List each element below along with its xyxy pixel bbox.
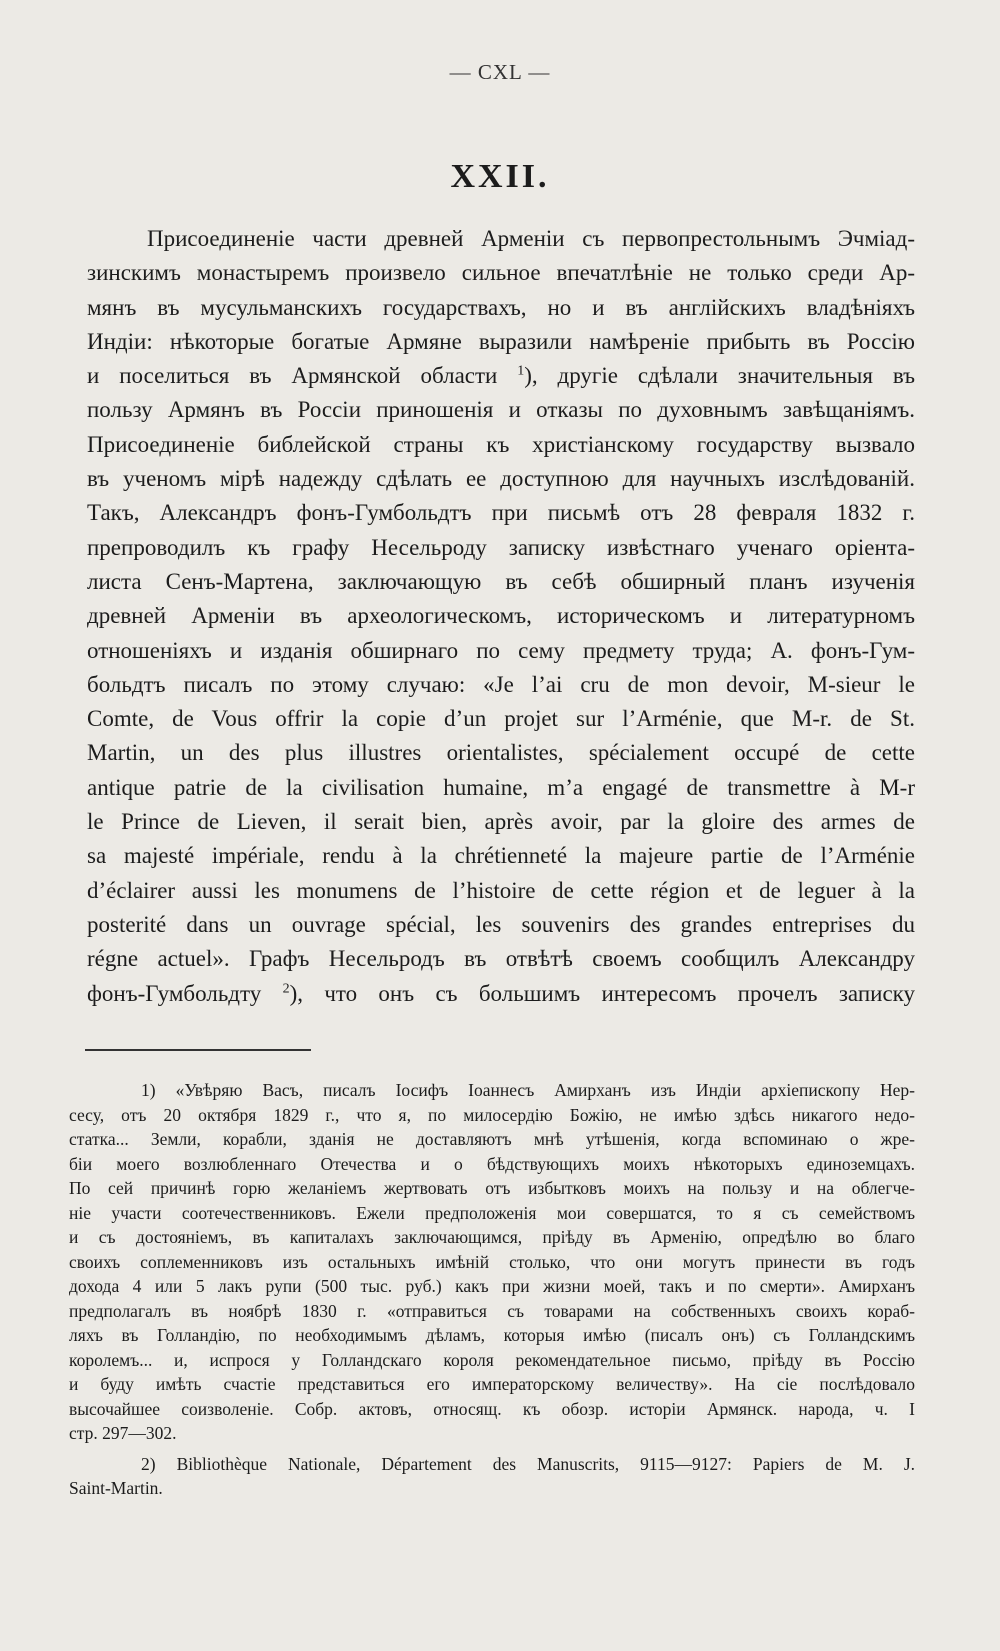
text-segment: и поселиться въ Армянской области	[87, 363, 498, 389]
footnote-line: нiе участи соотечественниковъ. Ежели предположенiя мои совершатся, то я съ семействомъ	[69, 1202, 915, 1223]
footnote-line: ляхъ въ Голландiю, по необходимымъ дѣламъ, которыя имѣю (писалъ онъ) съ Голландскимъ	[69, 1325, 915, 1345]
text-segment: ), другiе сдѣлали значительныя въ	[524, 363, 916, 389]
footnote-line: королемъ... и, испрося у Голландскаго короля рекомендательное письмо, прiѣду въ Россiю	[69, 1349, 915, 1370]
text-line: Такъ, Александръ фонъ-Гумбольдтъ при письмѣ отъ 28 февраля 1832 г.	[87, 500, 915, 526]
footnote-line: статка... Земли, корабли, зданiя не доставляютъ мнѣ утѣшенiя, когда вспоминаю о жре-	[69, 1129, 915, 1149]
text-segment: что онъ съ большимъ интересомъ прочелъ записку	[324, 980, 916, 1006]
text-line: въ ученомъ мiрѣ надежду сдѣлать ее доступною для научныхъ изслѣдованiй.	[87, 466, 915, 492]
text-line: le Prince de Lieven, il serait bien, après avoir, par la gloire des armes de	[87, 809, 915, 835]
text-line: Индiи: нѣкоторые богатые Армяне выразили намѣренiе прибыть въ Россiю	[87, 328, 915, 354]
text-line: antique patrie de la civilisation humaine, m’a engagé de transmettre à M-r	[87, 774, 915, 800]
text-line: Присоединенiе части древней Арменiи съ первопрестольнымъ Эчмiад-	[147, 226, 915, 251]
text-line: препроводилъ къ графу Несельроду записку извѣстнаго ученаго орiента-	[87, 534, 915, 560]
main-text	[87, 222, 915, 1011]
text-line: sa majesté impériale, rendu à la chrétienneté la majeure partie de l’Arménie	[87, 843, 915, 869]
text-line: d’éclairer aussi les monumens de l’histoire de cette région et de leguer à la	[87, 877, 915, 903]
text-line: posterité dans un ouvrage spécial, les souvenirs des grandes entreprises du	[87, 911, 915, 937]
footnote-line: сесу, отъ 20 октября 1829 г., что я, по милосердiю Божiю, не имѣю здѣсь никагого недо-	[69, 1104, 915, 1125]
footnote-ref-1[interactable]: 1	[517, 363, 525, 379]
footnote-line: 2) Bibliothèque Nationale, Département des Manuscrits, 9115—9127: Papiers de M. J.	[141, 1453, 915, 1474]
footnote-line: своихъ соплеменниковъ изъ остальныхъ имѣнiй столько, что они могутъ принести въ годъ	[69, 1251, 915, 1272]
text-line: пользу Армянъ въ Россiи приношенiя и отказы по духовнымъ завѣщанiямъ.	[87, 397, 915, 423]
footnote-line: и буду имѣть счастiе представиться его императорскому величеству». На сiе послѣдовало	[69, 1374, 915, 1394]
text-line: мянъ въ мусульманскихъ государствахъ, но и въ англiйскихъ владѣнiяхъ	[87, 294, 915, 320]
text-line: зинскимъ монастыремъ произвело сильное впечатлѣнiе не только среди Ар-	[87, 260, 915, 286]
chapter-number: XXII.	[450, 158, 550, 195]
running-head: — CXL —	[449, 60, 551, 84]
text-line: отношенiяхъ и изданiя обширнаго по сему предмету труда; А. фонъ-Гум-	[87, 637, 915, 663]
text-line: Присоединенiе библейской страны къ христiанскому государству вызвало	[87, 431, 915, 457]
text-line: régne actuel». Графъ Несельродъ въ отвѣтѣ своемъ сообщилъ Александру	[87, 946, 915, 972]
text-line: больдтъ писалъ по этому случаю: «Je l’ai cru de mon devoir, M-sieur le	[87, 671, 915, 697]
text-line: Comte, de Vous offrir la copie d’un projet sur l’Arménie, que M-r. de St.	[87, 706, 915, 732]
footnote-line: бiи моего возлюбленнаго Отечества и о бѣдствующихъ моихъ нѣкоторыхъ единоземцахъ.	[69, 1153, 915, 1174]
footnote-line: высочайшее соизволенiе. Собр. актовъ, относящ. къ обозр. исторiи Армянск. народа, ч. I	[69, 1398, 915, 1419]
text-line-with-ref	[87, 977, 915, 1011]
text-segment: ),	[289, 980, 303, 1006]
text-segment: фонъ-Гумбольдту	[87, 980, 262, 1006]
footnotes	[69, 1078, 915, 1501]
text-line: древней Арменiи въ археологическомъ, историческомъ и литературномъ	[87, 603, 915, 629]
text-line: листа Сенъ-Мартена, заключающую въ себѣ обширный планъ изученiя	[87, 568, 915, 594]
footnote-ref-2[interactable]: 2	[282, 980, 290, 996]
text-line: Martin, un des plus illustres orientalistes, spécialement occupé de cette	[87, 740, 915, 766]
footnote-divider	[85, 1049, 311, 1051]
footnote-line: По сей причинѣ горю желанiемъ жертвовать отъ избытковъ моихъ на пользу и на облегче-	[69, 1178, 915, 1198]
footnote-line: 1) «Увѣряю Васъ, писалъ Iосифъ Iоаннесъ Амирханъ изъ Индiи архiепископу Нер-	[141, 1080, 915, 1100]
text-line-with-ref	[87, 359, 915, 393]
footnote-line: дохода 4 или 5 лакъ рупи (500 тыс. руб.) какъ при жизни моей, такъ и по смерти». Амирханъ	[69, 1276, 915, 1296]
footnote-line: стр. 297—302.	[69, 1423, 177, 1443]
footnote-line: и съ достоянiемъ, въ капиталахъ заключающимся, прiѣду въ Арменiю, опредѣлю во благо	[69, 1227, 915, 1247]
footnote-line: Saint-Martin.	[69, 1478, 163, 1498]
footnote-line: предполагалъ въ ноябрѣ 1830 г. «отправиться съ товарами на собственныхъ своихъ кораб-	[69, 1300, 915, 1321]
